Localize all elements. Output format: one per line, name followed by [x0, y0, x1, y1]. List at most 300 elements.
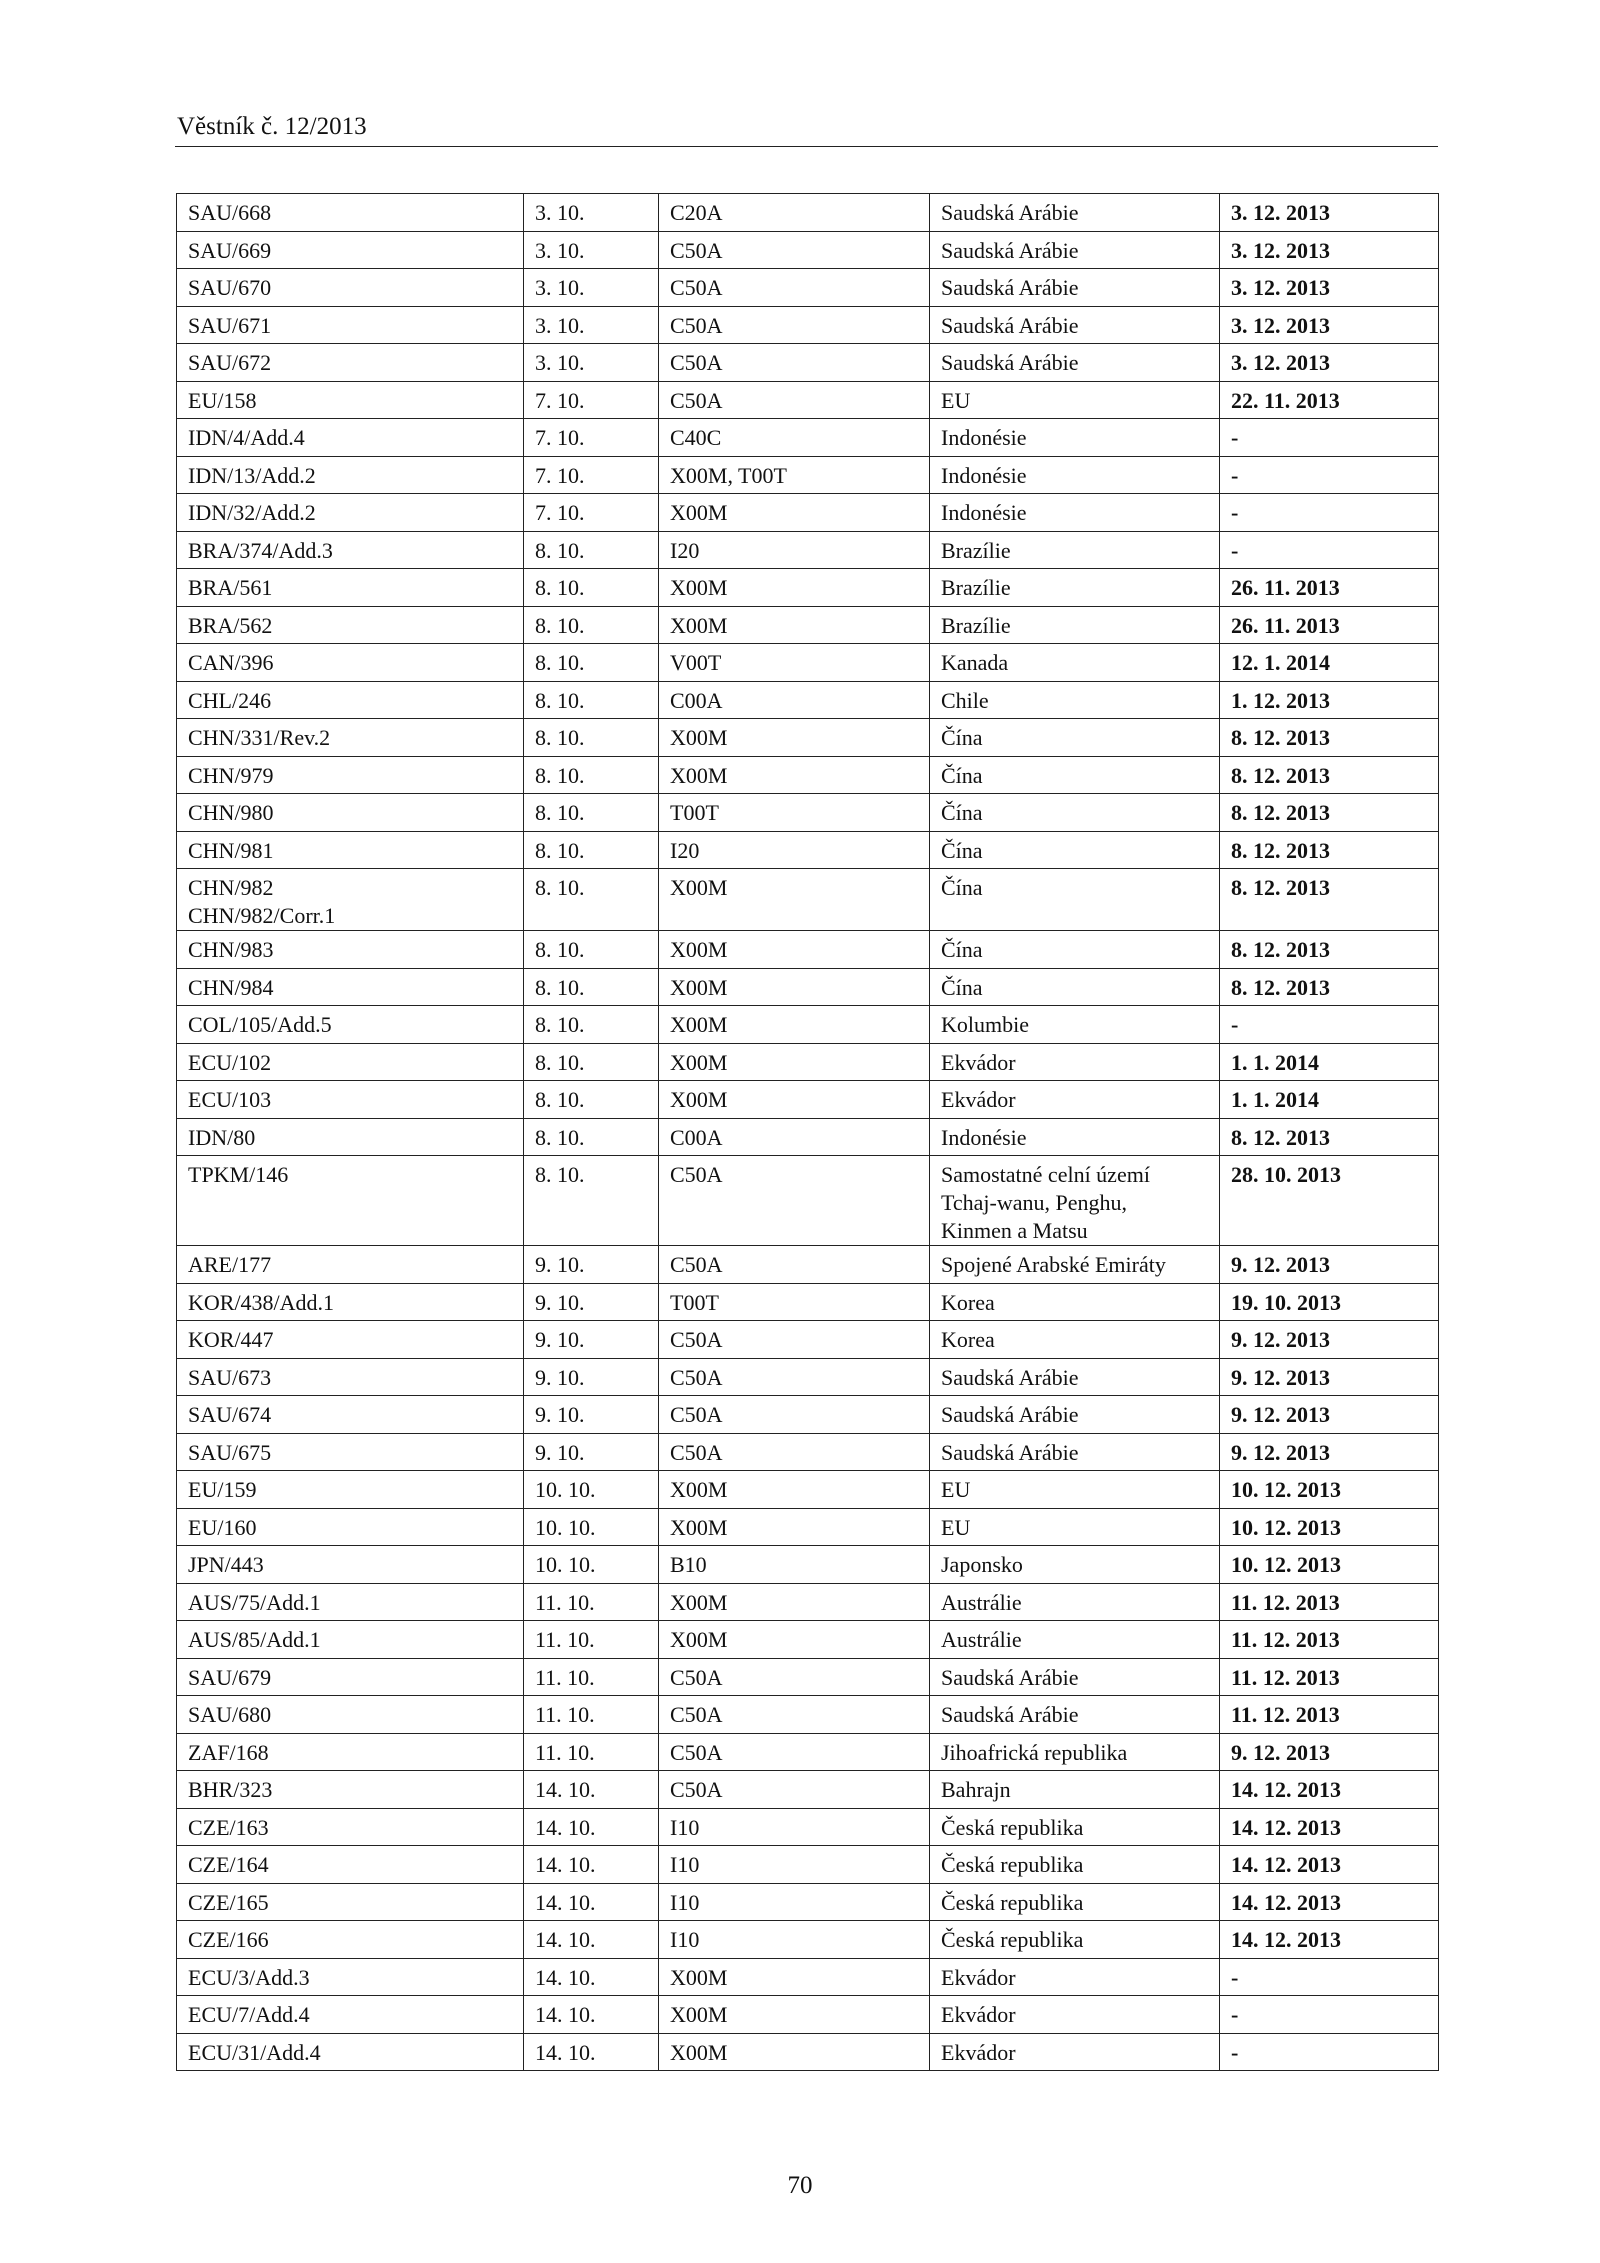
cell-text: IDN/13/Add.2 [188, 462, 316, 488]
cell-text: I10 [670, 1889, 700, 1915]
country-cell [930, 1696, 1220, 1734]
deadline-date-cell [1220, 1996, 1439, 2034]
cell-text: 9. 12. 2013 [1231, 1327, 1330, 1352]
cell-text: CHN/982 [188, 875, 274, 900]
document-ref-cell [177, 681, 524, 719]
document-ref-cell [177, 569, 524, 607]
cell-text: COL/105/Add.5 [188, 1012, 332, 1037]
country-cell [930, 269, 1220, 307]
table-body [177, 194, 1439, 2071]
table-row [177, 756, 1439, 794]
deadline-date-cell [1220, 1156, 1439, 1246]
cell-text: Česká republika [941, 1852, 1084, 1877]
notified-date-cell [524, 231, 659, 269]
deadline-date-cell [1220, 931, 1439, 969]
cell-text: 7. 10. [535, 425, 585, 450]
code-cell [659, 1043, 930, 1081]
deadline-date-cell [1220, 231, 1439, 269]
country-cell [930, 1118, 1220, 1156]
notified-date-cell [524, 1508, 659, 1546]
country-cell [930, 1081, 1220, 1119]
cell-text: 8. 10. [535, 837, 585, 863]
document-ref-cell [177, 1696, 524, 1734]
cell-text: ECU/103 [188, 1087, 272, 1112]
country-cell [930, 681, 1220, 719]
notified-date-cell [524, 1471, 659, 1509]
document-ref-cell [177, 831, 524, 869]
deadline-date-cell [1220, 269, 1439, 307]
table-row [177, 931, 1439, 969]
cell-text: X00M [670, 1627, 728, 1652]
table-row [177, 306, 1439, 344]
document-ref-cell [177, 1043, 524, 1081]
cell-text: 11. 10. [535, 1589, 595, 1615]
notified-date-cell [524, 1396, 659, 1434]
cell-text: - [1231, 500, 1239, 525]
deadline-date-cell [1220, 644, 1439, 682]
deadline-date-cell [1220, 1321, 1439, 1359]
code-cell [659, 494, 930, 532]
cell-text: ECU/3/Add.3 [188, 1964, 310, 1990]
cell-text: 8. 10. [535, 1012, 585, 1037]
cell-text: 11. 12. 2013 [1231, 1664, 1340, 1690]
cell-text: Jihoafrická republika [941, 1739, 1128, 1765]
table-row [177, 644, 1439, 682]
cell-text: ARE/177 [188, 1252, 272, 1277]
deadline-date-cell [1220, 306, 1439, 344]
notified-date-cell [524, 269, 659, 307]
cell-text: C50A [670, 275, 723, 300]
country-cell [930, 494, 1220, 532]
deadline-date-cell [1220, 1733, 1439, 1771]
notified-date-cell [524, 2033, 659, 2071]
cell-text: SAU/668 [188, 200, 272, 225]
cell-text: 9. 12. 2013 [1231, 1739, 1330, 1765]
cell-text: 3. 12. 2013 [1231, 200, 1330, 225]
notified-date-cell [524, 1996, 659, 2034]
deadline-date-cell [1220, 531, 1439, 569]
deadline-date-cell [1220, 1358, 1439, 1396]
cell-text: 3. 10. [535, 312, 585, 338]
cell-text: X00M [670, 1514, 728, 1540]
cell-text: 8. 10. [535, 725, 585, 750]
document-ref-cell [177, 1883, 524, 1921]
deadline-date-cell [1220, 968, 1439, 1006]
deadline-date-cell [1220, 194, 1439, 232]
document-ref-cell [177, 1321, 524, 1359]
cell-text: Saudská Arábie [941, 237, 1079, 263]
cell-text: B10 [670, 1552, 707, 1577]
cell-text: I10 [670, 1927, 700, 1952]
cell-text: IDN/4/Add.4 [188, 425, 305, 450]
document-ref-cell [177, 1546, 524, 1584]
table-row [177, 1433, 1439, 1471]
cell-text: SAU/669 [188, 237, 272, 263]
cell-text: 8. 10. [535, 687, 585, 713]
code-cell [659, 344, 930, 382]
country-cell [930, 1396, 1220, 1434]
notified-date-cell [524, 1081, 659, 1119]
cell-text: X00M [670, 612, 728, 638]
table-row [177, 494, 1439, 532]
deadline-date-cell [1220, 1081, 1439, 1119]
code-cell [659, 931, 930, 969]
cell-text: 9. 10. [535, 1289, 585, 1315]
notified-date-cell [524, 1118, 659, 1156]
cell-text: 3. 12. 2013 [1231, 312, 1330, 338]
cell-text: 11. 12. 2013 [1231, 1589, 1340, 1615]
deadline-date-cell [1220, 419, 1439, 457]
country-cell [930, 1043, 1220, 1081]
cell-text: 11. 10. [535, 1739, 595, 1765]
cell-text: Ekvádor [941, 2039, 1016, 2065]
cell-text: X00M [670, 1477, 728, 1502]
table-row [177, 1883, 1439, 1921]
country-cell [930, 931, 1220, 969]
table-row [177, 831, 1439, 869]
code-cell [659, 1118, 930, 1156]
country-cell [930, 1621, 1220, 1659]
cell-text: Ekvádor [941, 1049, 1016, 1075]
cell-text: 8. 12. 2013 [1231, 762, 1330, 788]
cell-text: 7. 10. [535, 500, 585, 525]
cell-text: 7. 10. [535, 387, 585, 413]
deadline-date-cell [1220, 1696, 1439, 1734]
table-row [177, 1658, 1439, 1696]
notified-date-cell [524, 756, 659, 794]
country-cell [930, 1508, 1220, 1546]
cell-text: Čína [941, 725, 983, 750]
notified-date-cell [524, 794, 659, 832]
cell-text: X00M [670, 1049, 728, 1075]
country-cell [930, 344, 1220, 382]
notified-date-cell [524, 1771, 659, 1809]
cell-text: EU/159 [188, 1477, 257, 1502]
cell-text: C50A [670, 1402, 723, 1427]
cell-text: 7. 10. [535, 462, 585, 488]
table-row [177, 1396, 1439, 1434]
notified-date-cell [524, 831, 659, 869]
cell-text: IDN/32/Add.2 [188, 500, 316, 525]
cell-text: Tchaj-wanu, Penghu, [941, 1190, 1128, 1215]
document-ref-cell [177, 931, 524, 969]
cell-text: Ekvádor [941, 2002, 1016, 2027]
table-row [177, 1118, 1439, 1156]
cell-text: C50A [670, 350, 723, 375]
deadline-date-cell [1220, 1508, 1439, 1546]
code-cell [659, 1733, 930, 1771]
cell-text: X00M, T00T [670, 462, 787, 488]
cell-text: 10. 12. 2013 [1231, 1477, 1341, 1502]
code-cell [659, 968, 930, 1006]
cell-text: Korea [941, 1327, 995, 1352]
notified-date-cell [524, 1283, 659, 1321]
cell-text: 8. 12. 2013 [1231, 974, 1330, 1000]
document-ref-cell [177, 1283, 524, 1321]
cell-text: Ekvádor [941, 1087, 1016, 1112]
cell-text: EU/160 [188, 1514, 257, 1540]
code-cell [659, 869, 930, 931]
cell-text: 11. 10. [535, 1702, 595, 1727]
code-cell [659, 719, 930, 757]
cell-text: T00T [670, 800, 719, 825]
code-cell [659, 569, 930, 607]
cell-text: Čína [941, 937, 983, 962]
cell-text: Kolumbie [941, 1012, 1029, 1037]
table-row [177, 1156, 1439, 1246]
code-cell [659, 1508, 930, 1546]
cell-text: 8. 12. 2013 [1231, 1124, 1330, 1150]
cell-text: 10. 10. [535, 1477, 596, 1502]
table-row [177, 1846, 1439, 1884]
document-ref-cell [177, 1921, 524, 1959]
code-cell [659, 644, 930, 682]
cell-text: 3. 12. 2013 [1231, 237, 1330, 263]
document-ref-cell [177, 1733, 524, 1771]
document-ref-cell [177, 1156, 524, 1246]
cell-text: ECU/7/Add.4 [188, 2002, 310, 2027]
cell-text: C50A [670, 387, 723, 413]
cell-text: C40C [670, 425, 722, 450]
code-cell [659, 231, 930, 269]
cell-text: 1. 12. 2013 [1231, 687, 1330, 713]
cell-text: Spojené Arabské Emiráty [941, 1252, 1166, 1277]
document-ref-cell [177, 756, 524, 794]
cell-text: Saudská Arábie [941, 350, 1079, 375]
cell-text: 8. 12. 2013 [1231, 725, 1330, 750]
country-cell [930, 1996, 1220, 2034]
document-ref-cell [177, 1808, 524, 1846]
cell-text: ECU/102 [188, 1049, 272, 1075]
country-cell [930, 1583, 1220, 1621]
country-cell [930, 419, 1220, 457]
cell-text: X00M [670, 974, 728, 1000]
table-row [177, 1546, 1439, 1584]
document-ref-cell [177, 1958, 524, 1996]
cell-text: 3. 10. [535, 350, 585, 375]
cell-text: 26. 11. 2013 [1231, 612, 1340, 638]
deadline-date-cell [1220, 1621, 1439, 1659]
cell-text: 9. 12. 2013 [1231, 1402, 1330, 1427]
cell-text: I10 [670, 1814, 700, 1840]
document-ref-cell [177, 1508, 524, 1546]
cell-text: 8. 10. [535, 1162, 585, 1187]
code-cell [659, 1081, 930, 1119]
country-cell [930, 1321, 1220, 1359]
cell-text: BRA/561 [188, 575, 273, 600]
cell-text: Česká republika [941, 1889, 1084, 1915]
deadline-date-cell [1220, 719, 1439, 757]
table-row [177, 344, 1439, 382]
table-row [177, 1958, 1439, 1996]
notified-date-cell [524, 1658, 659, 1696]
country-cell [930, 1733, 1220, 1771]
document-ref-cell [177, 606, 524, 644]
table-row [177, 869, 1439, 931]
code-cell [659, 531, 930, 569]
cell-text: 9. 12. 2013 [1231, 1252, 1330, 1277]
country-cell [930, 194, 1220, 232]
cell-text: 8. 12. 2013 [1231, 837, 1330, 863]
cell-text: 3. 10. [535, 237, 585, 263]
notified-date-cell [524, 1546, 659, 1584]
notified-date-cell [524, 381, 659, 419]
cell-text: CHN/982/Corr.1 [188, 903, 336, 928]
cell-text: CHN/979 [188, 762, 274, 788]
code-cell [659, 1658, 930, 1696]
cell-text: AUS/75/Add.1 [188, 1589, 321, 1615]
cell-text: X00M [670, 875, 728, 900]
document-ref-cell [177, 494, 524, 532]
table-row [177, 1006, 1439, 1044]
cell-text: Austrálie [941, 1627, 1022, 1652]
cell-text: 9. 10. [535, 1402, 585, 1427]
table-row [177, 1996, 1439, 2034]
cell-text: Korea [941, 1289, 995, 1315]
cell-text: SAU/673 [188, 1364, 272, 1390]
table-row [177, 419, 1439, 457]
notified-date-cell [524, 1846, 659, 1884]
cell-text: Chile [941, 687, 989, 713]
table-row [177, 1696, 1439, 1734]
document-ref-cell [177, 2033, 524, 2071]
code-cell [659, 1583, 930, 1621]
deadline-date-cell [1220, 1006, 1439, 1044]
country-cell [930, 231, 1220, 269]
code-cell [659, 381, 930, 419]
document-ref-cell [177, 1006, 524, 1044]
cell-text: 3. 12. 2013 [1231, 275, 1330, 300]
cell-text: C50A [670, 312, 723, 338]
notified-date-cell [524, 644, 659, 682]
cell-text: C50A [670, 237, 723, 263]
country-cell [930, 1006, 1220, 1044]
deadline-date-cell [1220, 569, 1439, 607]
cell-text: 8. 10. [535, 937, 585, 962]
cell-text: C50A [670, 1664, 723, 1690]
country-cell [930, 756, 1220, 794]
deadline-date-cell [1220, 1583, 1439, 1621]
cell-text: 11. 12. 2013 [1231, 1627, 1340, 1652]
cell-text: 1. 1. 2014 [1231, 1049, 1319, 1075]
cell-text: - [1231, 1964, 1239, 1990]
code-cell [659, 1921, 930, 1959]
table-row [177, 1321, 1439, 1359]
cell-text: C50A [670, 1702, 723, 1727]
deadline-date-cell [1220, 831, 1439, 869]
country-cell [930, 1471, 1220, 1509]
document-ref-cell [177, 869, 524, 931]
cell-text: Saudská Arábie [941, 312, 1079, 338]
deadline-date-cell [1220, 1283, 1439, 1321]
country-cell [930, 1658, 1220, 1696]
cell-text: 3. 12. 2013 [1231, 350, 1330, 375]
document-ref-cell [177, 719, 524, 757]
country-cell [930, 1358, 1220, 1396]
cell-text: 8. 12. 2013 [1231, 937, 1330, 962]
table-row [177, 1733, 1439, 1771]
table-row [177, 269, 1439, 307]
cell-text: Brazílie [941, 537, 1011, 563]
cell-text: CHL/246 [188, 687, 272, 713]
code-cell [659, 1996, 930, 2034]
notified-date-cell [524, 1958, 659, 1996]
code-cell [659, 1621, 930, 1659]
cell-text: 8. 10. [535, 612, 585, 638]
notified-date-cell [524, 1043, 659, 1081]
cell-text: C50A [670, 1739, 723, 1765]
country-cell [930, 1921, 1220, 1959]
notified-date-cell [524, 1883, 659, 1921]
document-ref-cell [177, 194, 524, 232]
document-ref-cell [177, 1358, 524, 1396]
notified-date-cell [524, 419, 659, 457]
document-ref-cell [177, 1118, 524, 1156]
deadline-date-cell [1220, 1246, 1439, 1284]
document-ref-cell [177, 1846, 524, 1884]
country-cell [930, 1433, 1220, 1471]
country-cell [930, 1958, 1220, 1996]
document-ref-cell [177, 531, 524, 569]
cell-text: 14. 12. 2013 [1231, 1777, 1341, 1802]
table-row [177, 2033, 1439, 2071]
document-ref-cell [177, 1621, 524, 1659]
cell-text: C50A [670, 1252, 723, 1277]
cell-text: 8. 10. [535, 974, 585, 1000]
code-cell [659, 1846, 930, 1884]
cell-text: Čína [941, 837, 983, 863]
cell-text: 9. 12. 2013 [1231, 1439, 1330, 1465]
cell-text: X00M [670, 937, 728, 962]
cell-text: I20 [670, 837, 700, 863]
code-cell [659, 1696, 930, 1734]
cell-text: X00M [670, 575, 728, 600]
deadline-date-cell [1220, 1921, 1439, 1959]
code-cell [659, 419, 930, 457]
document-ref-cell [177, 1246, 524, 1284]
cell-text: X00M [670, 725, 728, 750]
cell-text: Saudská Arábie [941, 200, 1079, 225]
cell-text: - [1231, 537, 1239, 563]
cell-text: X00M [670, 762, 728, 788]
deadline-date-cell [1220, 2033, 1439, 2071]
deadline-date-cell [1220, 756, 1439, 794]
code-cell [659, 1433, 930, 1471]
cell-text: Česká republika [941, 1814, 1084, 1840]
country-cell [930, 644, 1220, 682]
code-cell [659, 2033, 930, 2071]
notified-date-cell [524, 931, 659, 969]
deadline-date-cell [1220, 1471, 1439, 1509]
document-ref-cell [177, 1658, 524, 1696]
notified-date-cell [524, 1321, 659, 1359]
cell-text: BRA/562 [188, 612, 273, 638]
cell-text: Kanada [941, 650, 1009, 675]
cell-text: Samostatné celní území [941, 1162, 1150, 1187]
cell-text: SAU/672 [188, 350, 272, 375]
deadline-date-cell [1220, 606, 1439, 644]
cell-text: CHN/983 [188, 937, 274, 962]
country-cell [930, 569, 1220, 607]
notified-date-cell [524, 1583, 659, 1621]
document-ref-cell [177, 419, 524, 457]
country-cell [930, 306, 1220, 344]
deadline-date-cell [1220, 681, 1439, 719]
cell-text: 14. 10. [535, 1927, 596, 1952]
cell-text: Saudská Arábie [941, 1364, 1079, 1390]
cell-text: 11. 12. 2013 [1231, 1702, 1340, 1727]
notified-date-cell [524, 719, 659, 757]
